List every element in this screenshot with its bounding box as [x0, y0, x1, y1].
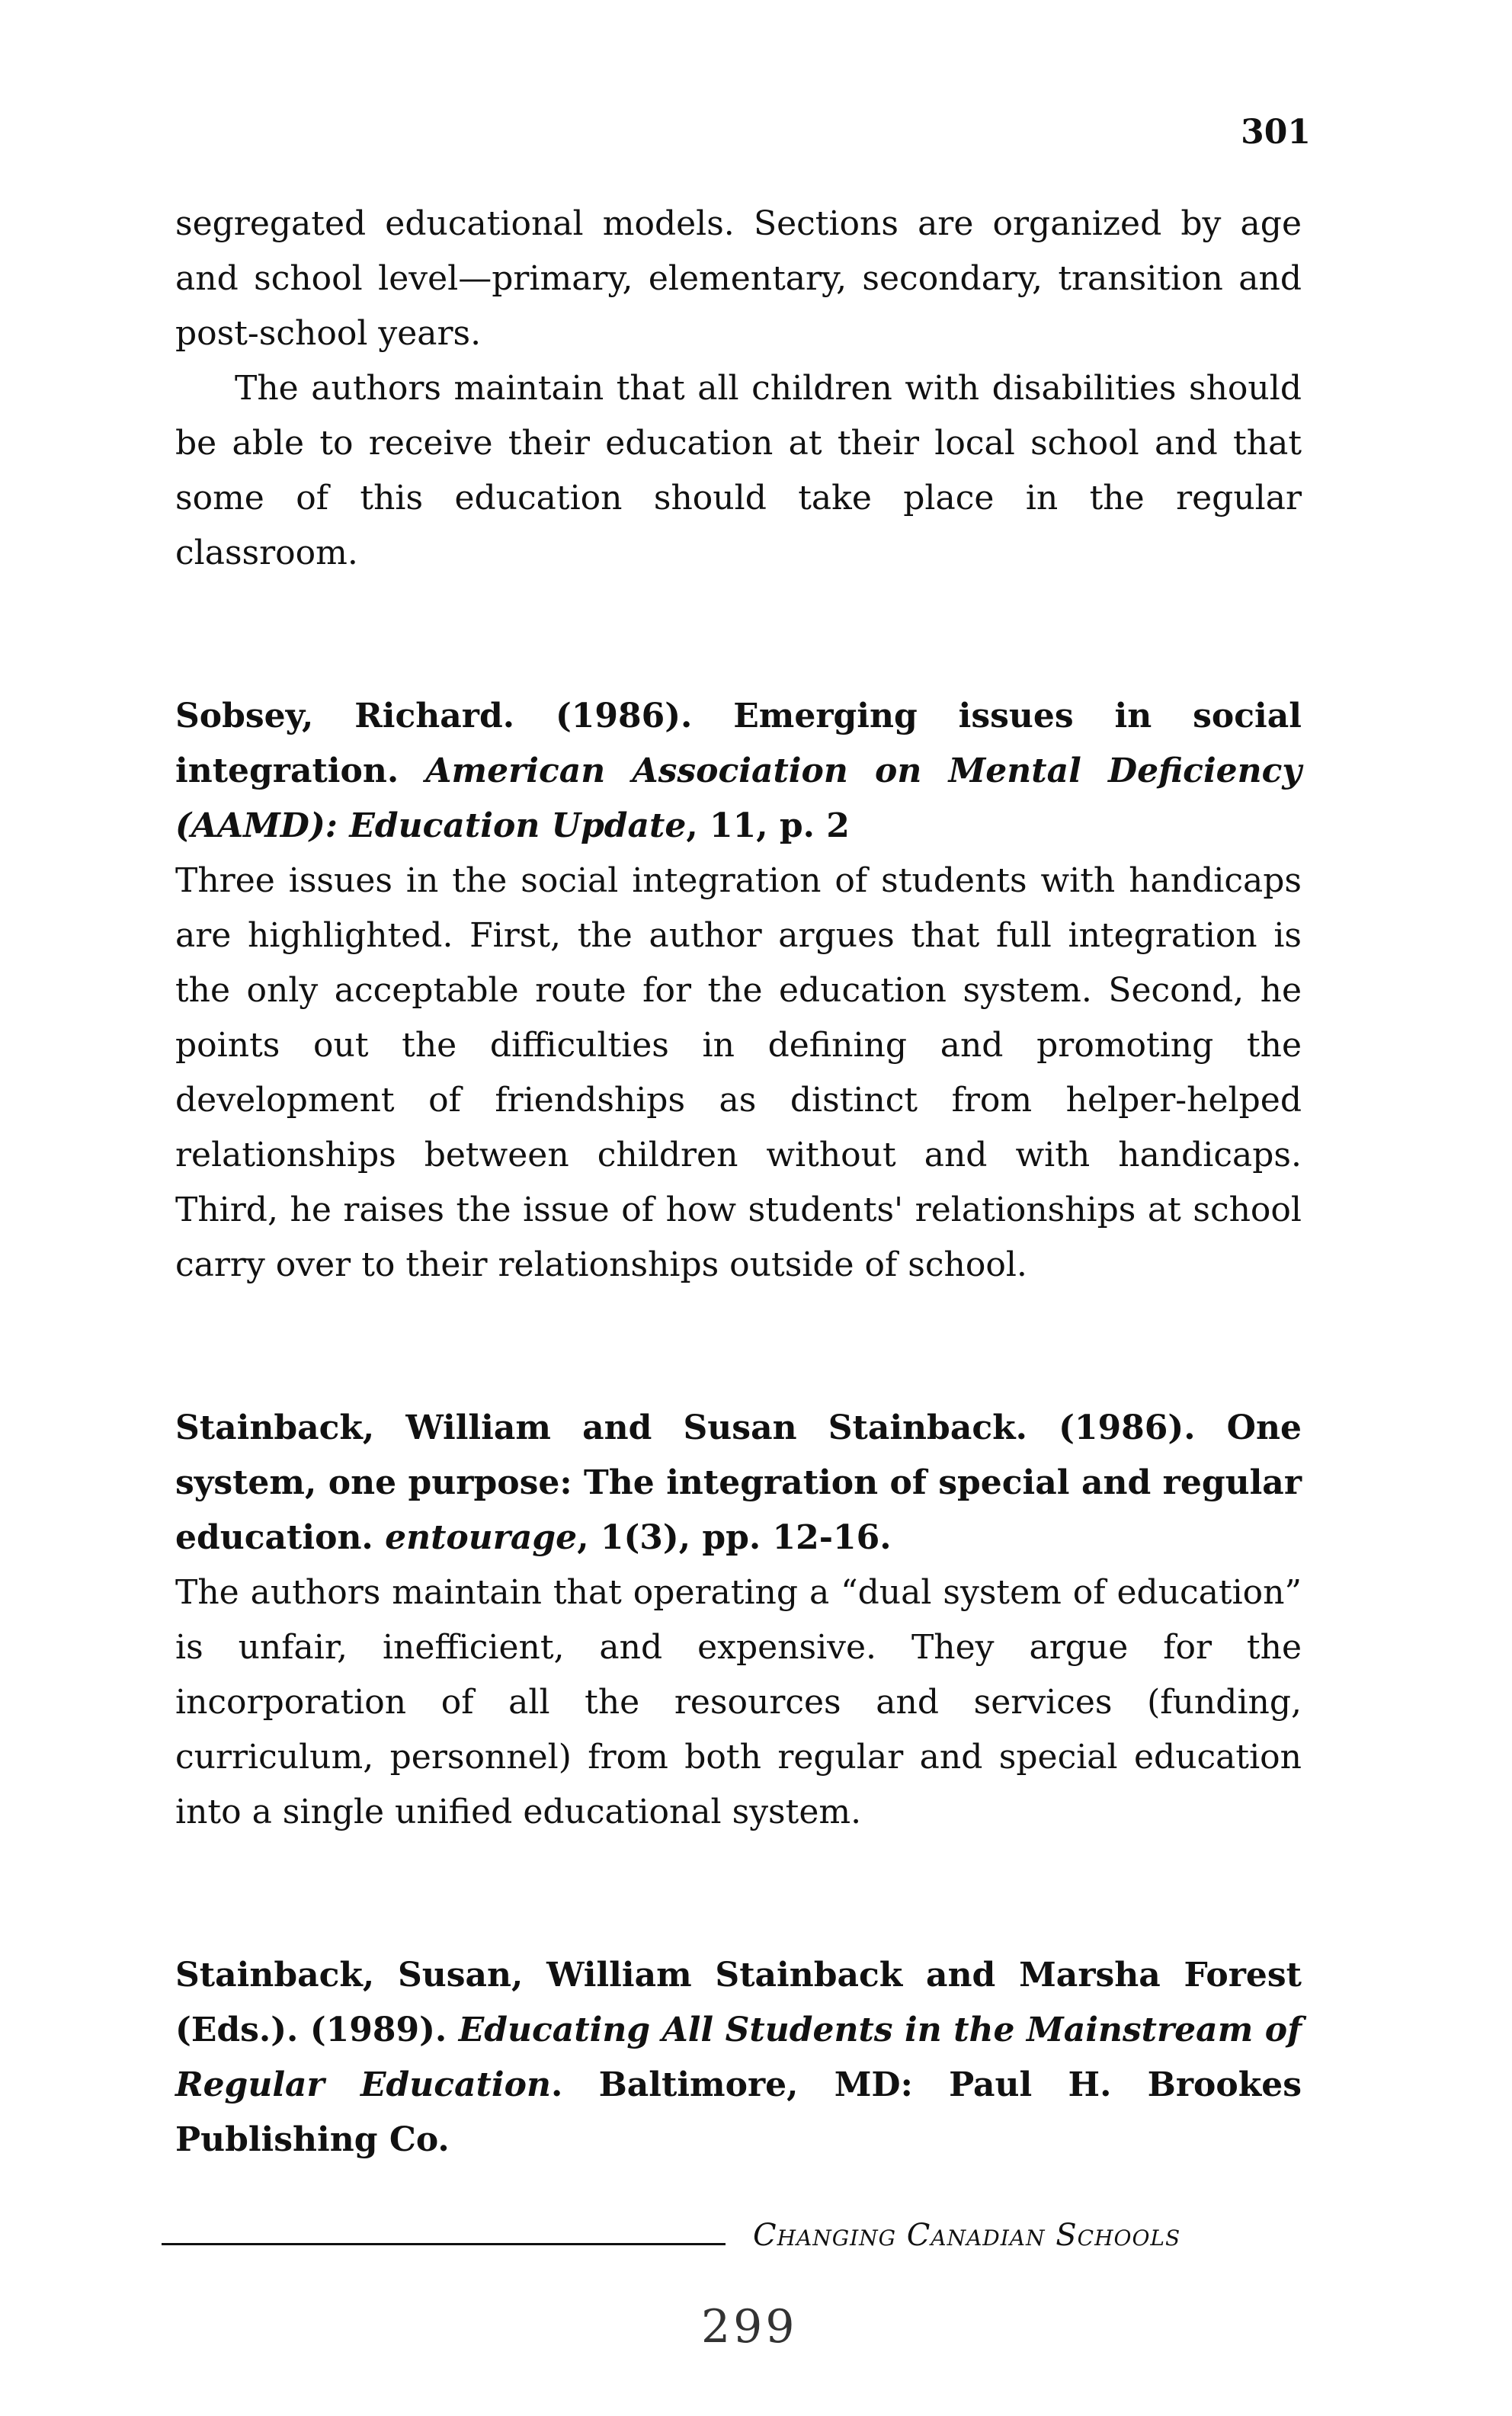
intro-paragraph: The authors maintain that all children with disabilities should be able to receive their education at their local school and that some of this education should take place in the regular classroom. [175, 369, 1302, 572]
intro-paragraph: segregated educational models. Sections are organized by age and school level—primary, elementary, secondary, transition and post-school years. [175, 204, 1302, 353]
bibliography-entry-stainback-1989 [175, 1948, 1302, 2168]
citation-lead: Stainback, William and Susan Stainback. (1986). One system, one purpose: The integration of special and regular education. [175, 1408, 1302, 1557]
entry-summary: Three issues in the social integration of students with handicaps are highlighted. First, the author argues that full integration is the only acceptable route for the education system. Second, he points out the difficulties in defining and promoting the development of friendships as distinct from helper-helped relationships between children without and with handicaps. Third, he raises the issue of how students' relationships at school carry over to their relationships outside of school. [175, 861, 1302, 1284]
entry-citation [175, 1948, 1302, 2168]
footer-title: Changing Canadian Schools [753, 2218, 1181, 2253]
entry-citation [175, 689, 1302, 854]
bibliography-entry-sobsey [175, 689, 1302, 1293]
page-content [175, 197, 1302, 2168]
citation-lead: Sobsey, Richard. (1986). Emerging issues in social integration. [175, 697, 1302, 790]
page-number: 301 [1241, 113, 1311, 152]
citation-source: American Association on Mental Deficiency (AAMD): Education Update [175, 751, 1302, 845]
bibliography-entry-stainback-1986 [175, 1401, 1302, 1840]
footer-divider [162, 2243, 726, 2245]
citation-tail: . Baltimore, MD: Paul H. Brookes Publishing Co. [175, 2065, 1302, 2159]
citation-tail: , 1(3), pp. 12-16. [577, 1518, 892, 1557]
citation-source: entourage [385, 1518, 578, 1557]
entry-summary: The authors maintain that operating a “dual system of education” is unfair, inefficient, and expensive. They argue for the incorporation of all the resources and services (funding, curriculum, personnel) from both regular and special education into a single unified educational system. [175, 1573, 1302, 1831]
entry-citation [175, 1401, 1302, 1565]
citation-lead: Stainback, Susan, William Stainback and Marsha Forest (Eds.). (1989). [175, 1956, 1302, 2049]
citation-tail: , 11, p. 2 [686, 806, 850, 845]
bottom-page-number: 299 [701, 2300, 798, 2354]
citation-source: Educating All Students in the Mainstream of Regular Education [175, 2011, 1302, 2104]
